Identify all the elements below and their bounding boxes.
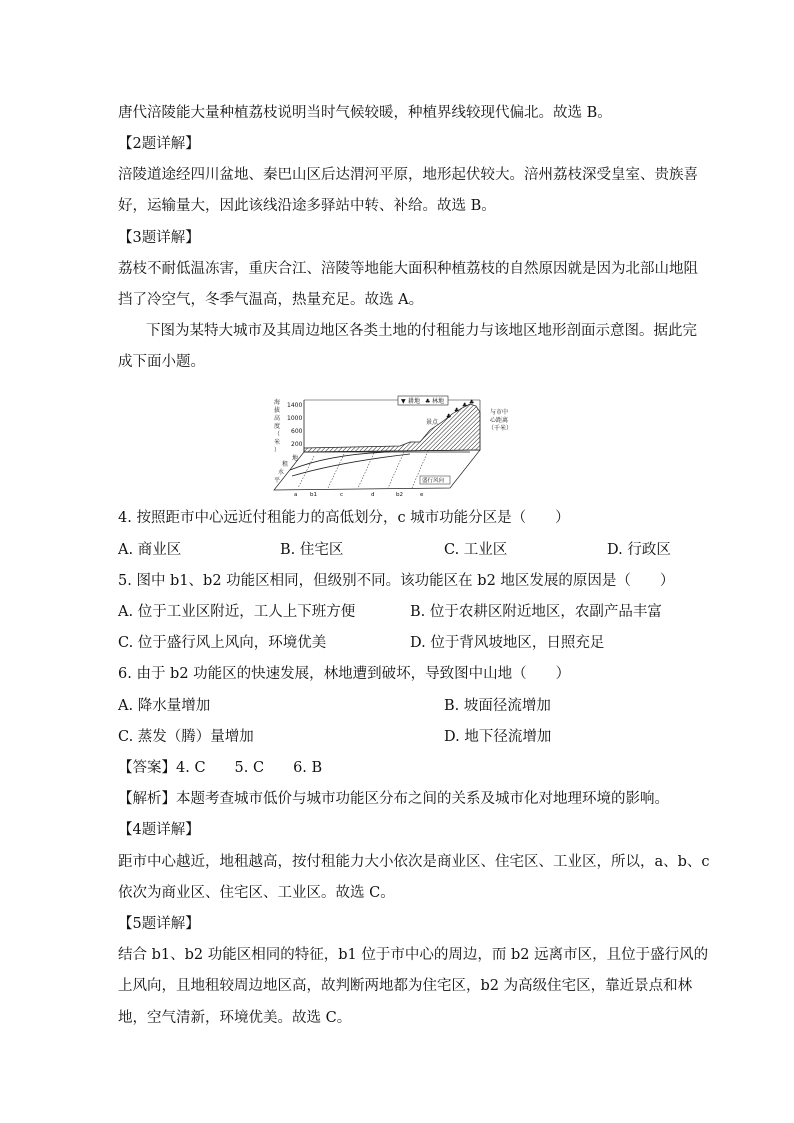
x-label: a <box>294 492 298 498</box>
paragraph-line: 结合 b1、b2 功能区相同的特征，b1 位于市中心的周边，而 b2 远离市区，且位于盛行风的 <box>118 947 709 963</box>
section-heading-5: 【5题详解】 <box>118 916 200 932</box>
y-tick-label: 1400 <box>287 402 303 409</box>
y-label-char: 米 <box>274 439 281 446</box>
q4-option-d: D. 行政区 <box>607 542 671 558</box>
question-6-stem: 6. 由于 b2 功能区的快速发展，林地遭到破坏，导致图中山地（ ） <box>118 666 571 682</box>
q6-option-a: A. 降水量增加 <box>118 698 211 714</box>
y-label-char: ） <box>274 447 281 454</box>
ground-label: 地 <box>292 455 299 462</box>
paragraph-line: 挡了冷空气，冬季气温高，热量充足。故选 A。 <box>118 292 424 308</box>
y-tick-label: 1000 <box>287 415 303 422</box>
legend-farmland-icon: ▼ <box>401 398 406 405</box>
side-label-char: 租 <box>282 461 289 468</box>
section-heading-4: 【4题详解】 <box>118 822 200 838</box>
paragraph-line: 地，空气清新，环境优美。故选 C。 <box>118 1010 352 1026</box>
legend-farmland: 耕地 <box>408 398 421 405</box>
y-label-char: 海 <box>274 399 281 406</box>
side-label-char: 平 <box>274 477 281 484</box>
y-tick-label: 200 <box>291 441 303 448</box>
paragraph-line: 涪陵道途经四川盆地、秦巴山区后达渭河平原，地形起伏较大。涪州荔枝深受皇室、贵族喜 <box>118 167 698 183</box>
paragraph-line: 好，运输量大，因此该线沿途多驿站中转、补给。故选 B。 <box>118 198 496 214</box>
svg-text:♣: ♣ <box>469 399 475 406</box>
y-label-char: （ <box>274 431 281 438</box>
q6-option-c: C. 蒸发（腾）量增加 <box>118 729 254 745</box>
question-5-stem: 5. 图中 b1、b2 功能区相同，但级别不同。该功能区在 b2 地区发展的原因是（ ） <box>118 573 675 589</box>
y-label-char: 度 <box>274 423 281 430</box>
distance-label-line: 心距离 <box>490 417 509 424</box>
svg-text:♣: ♣ <box>462 402 468 409</box>
paragraph-line: 距市中心越近，地租越高，按付租能力大小依次是商业区、住宅区、工业区，所以，a、b、c <box>118 854 710 870</box>
q5-option-b: B. 位于农耕区附近地区，农副产品丰富 <box>410 604 662 620</box>
scenic-label: 景点 <box>426 419 439 426</box>
y-tick-label: 600 <box>291 428 303 435</box>
terrain-rent-figure <box>270 392 528 500</box>
x-label: d <box>371 492 375 498</box>
svg-text:♣: ♣ <box>446 413 452 420</box>
q5-option-a: A. 位于工业区附近，工人上下班方便 <box>118 604 356 620</box>
section-heading-3: 【3题详解】 <box>118 230 200 246</box>
paragraph-line: 上风向，且地租较周边地区高，故判断两地都为住宅区，b2 为高级住宅区，靠近景点和林 <box>118 978 693 994</box>
q6-option-b: B. 坡面径流增加 <box>444 698 551 714</box>
x-label: b2 <box>396 492 403 498</box>
paragraph-line: 荔枝不耐低温冻害，重庆合江、涪陵等地能大面积种植荔枝的自然原因就是因为北部山地阻 <box>118 261 698 277</box>
x-label: b1 <box>310 492 317 498</box>
x-label: e <box>420 492 424 498</box>
svg-text:♣: ♣ <box>454 407 460 414</box>
section-heading-2: 【2题详解】 <box>118 136 200 152</box>
q4-option-c: C. 工业区 <box>444 542 508 558</box>
intro-line: 下图为某特大城市及其周边地区各类土地的付租能力与该地区地形剖面示意图。据此完 <box>146 323 697 339</box>
q5-option-d: D. 位于背风坡地区，日照充足 <box>410 635 605 651</box>
distance-label <box>488 408 512 432</box>
analysis-line: 【解析】本题考查城市低价与城市功能区分布之间的关系及城市化对地理环境的影响。 <box>118 791 669 807</box>
q4-option-a: A. 商业区 <box>118 542 182 558</box>
y-axis-label <box>274 398 280 454</box>
legend-forest-icon: ♣ <box>425 398 431 405</box>
distance-label-line: 与市中 <box>490 409 509 416</box>
side-label-char: 水 <box>278 469 285 476</box>
answer-line: 【答案】4. C 5. C 6. B <box>118 760 323 776</box>
x-label: c <box>340 492 344 498</box>
y-label-char: 高 <box>274 415 281 422</box>
paragraph-line: 依次为商业区、住宅区、工业区。故选 C。 <box>118 885 395 901</box>
y-label-char: 拔 <box>274 407 281 414</box>
q5-option-c: C. 位于盛行风上风向，环境优美 <box>118 635 327 651</box>
q4-option-b: B. 住宅区 <box>280 542 344 558</box>
rent-curve <box>290 452 390 470</box>
intro-line: 成下面小题。 <box>118 354 205 370</box>
legend-forest: 林地 <box>432 398 445 405</box>
paragraph-line: 唐代涪陵能大量种植荔枝说明当时气候较暖，种植界线较现代偏北。故选 B。 <box>118 105 612 121</box>
question-4-stem: 4. 按照距市中心远近付租能力的高低划分，c 城市功能分区是（ ） <box>118 510 570 526</box>
q6-option-d: D. 地下径流增加 <box>444 729 552 745</box>
distance-label-line: （千米） <box>488 425 513 432</box>
wind-label: 盛行风向 <box>422 478 445 484</box>
